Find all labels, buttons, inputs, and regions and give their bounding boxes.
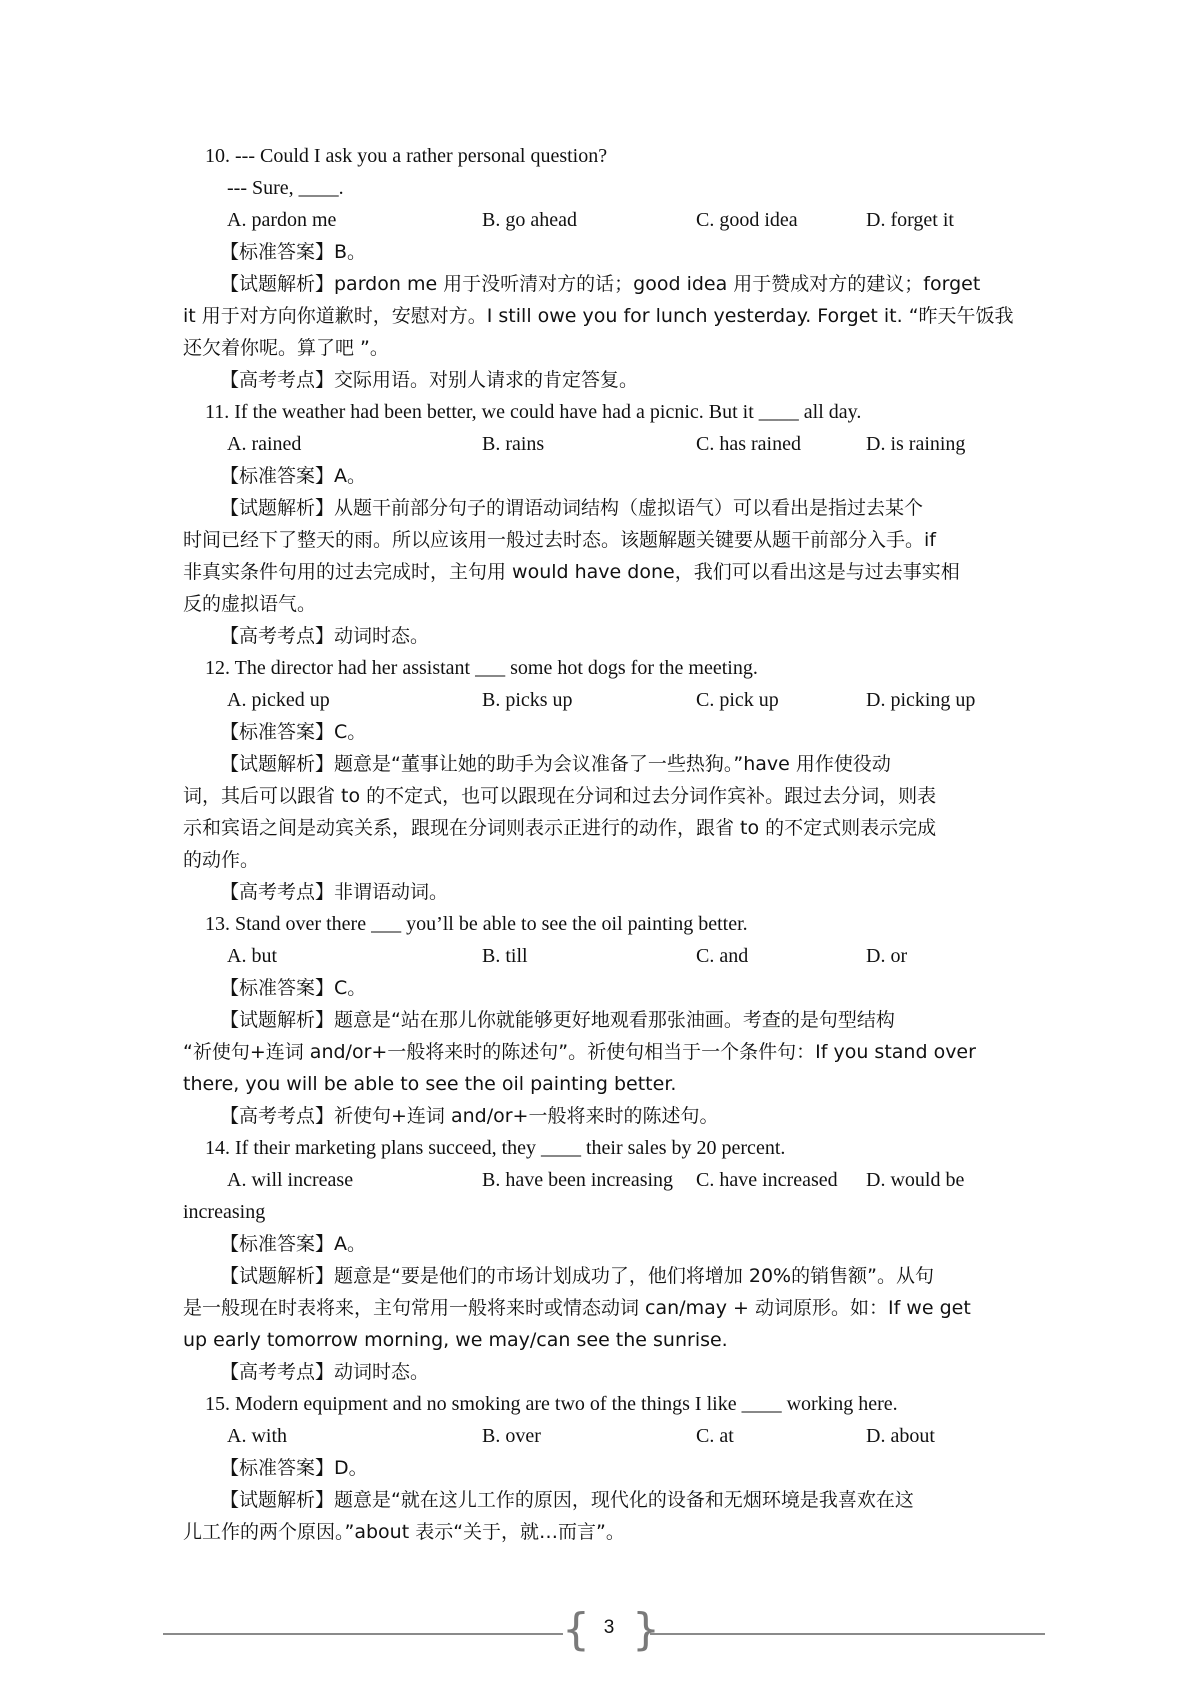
question-stem: 12. The director had her assistant ___ some hot dogs for the meeting. bbox=[205, 657, 758, 679]
answer-analysis-line: there, you will be able to see the oil painting better. bbox=[183, 1073, 677, 1095]
question-stem: 15. Modern equipment and no smoking are two of the things I like ____ working here. bbox=[205, 1393, 898, 1415]
answer-analysis-line: 【试题解析】题意是“要是他们的市场计划成功了，他们将增加 20%的销售额”。从句 bbox=[220, 1265, 934, 1287]
answer-analysis-line: 词，其后可以跟省 to 的不定式，也可以跟现在分词和过去分词作宾补。跟过去分词，则表 bbox=[183, 785, 937, 807]
page-footer bbox=[0, 1605, 1200, 1655]
answer-option: D. about bbox=[866, 1425, 935, 1447]
answer-analysis-line: 示和宾语之间是动宾关系，跟现在分词则表示正进行的动作，跟省 to 的不定式则表示完成 bbox=[183, 817, 937, 839]
answer-analysis-line: 时间已经下了整天的雨。所以应该用一般过去时态。该题解题关键要从题干前部分入手。if bbox=[183, 529, 936, 551]
answer-option: B. till bbox=[482, 945, 528, 967]
exam-point: 【高考考点】动词时态。 bbox=[220, 1361, 430, 1383]
standard-answer: 【标准答案】C。 bbox=[220, 977, 367, 999]
footer-rule-right bbox=[650, 1633, 1045, 1635]
answer-option: B. picks up bbox=[482, 689, 573, 711]
answer-option: C. pick up bbox=[696, 689, 779, 711]
answer-analysis-line: it 用于对方向你道歉时，安慰对方。I still owe you for lunch yesterday. Forget it. “昨天午饭我 bbox=[183, 305, 1014, 327]
answer-option: B. rains bbox=[482, 433, 545, 455]
answer-analysis-line: 【试题解析】pardon me 用于没听清对方的话；good idea 用于赞成对方的建议；forget bbox=[220, 273, 981, 295]
answer-analysis-line: “祈使句+连词 and/or+一般将来时的陈述句”。祈使句相当于一个条件句：If you stand over bbox=[183, 1041, 976, 1063]
left-brace-icon: { bbox=[562, 1604, 590, 1655]
exam-point: 【高考考点】交际用语。对别人请求的肯定答复。 bbox=[220, 369, 639, 391]
answer-analysis-line: up early tomorrow morning, we may/can see the sunrise. bbox=[183, 1329, 728, 1351]
answer-analysis-line: 反的虚拟语气。 bbox=[183, 593, 317, 615]
answer-analysis-line: 的动作。 bbox=[183, 849, 260, 871]
question-stem: 14. If their marketing plans succeed, they ____ their sales by 20 percent. bbox=[205, 1137, 786, 1159]
standard-answer: 【标准答案】C。 bbox=[220, 721, 367, 743]
answer-option: A. but bbox=[227, 945, 277, 967]
question-stem-reply: --- Sure, ____. bbox=[227, 177, 344, 199]
answer-option: C. have increased bbox=[696, 1169, 838, 1191]
standard-answer: 【标准答案】B。 bbox=[220, 241, 367, 263]
answer-analysis-line: 【试题解析】题意是“就在这儿工作的原因，现代化的设备和无烟环境是我喜欢在这 bbox=[220, 1489, 914, 1511]
answer-analysis-line: 儿工作的两个原因。”about 表示“关于，就…而言”。 bbox=[183, 1521, 625, 1543]
answer-option: A. pardon me bbox=[227, 209, 337, 231]
right-brace-icon: } bbox=[632, 1604, 660, 1655]
answer-option: B. over bbox=[482, 1425, 541, 1447]
answer-option: C. good idea bbox=[696, 209, 798, 231]
standard-answer: 【标准答案】D。 bbox=[220, 1457, 368, 1479]
answer-option: C. at bbox=[696, 1425, 734, 1447]
answer-analysis-line: 【试题解析】题意是“董事让她的助手为会议准备了一些热狗。”have 用作使役动 bbox=[220, 753, 891, 775]
exam-point: 【高考考点】动词时态。 bbox=[220, 625, 430, 647]
answer-option: D. or bbox=[866, 945, 908, 967]
question-stem: 11. If the weather had been better, we could have had a picnic. But it ____ all day. bbox=[205, 401, 862, 423]
answer-option: D. would be bbox=[866, 1169, 965, 1191]
page-number: 3 bbox=[603, 1617, 615, 1638]
standard-answer: 【标准答案】A。 bbox=[220, 1233, 366, 1255]
answer-analysis-line: 【试题解析】从题干前部分句子的谓语动词结构（虚拟语气）可以看出是指过去某个 bbox=[220, 497, 924, 519]
answer-option: A. picked up bbox=[227, 689, 330, 711]
answer-option: C. has rained bbox=[696, 433, 801, 455]
answer-option: D. is raining bbox=[866, 433, 966, 455]
answer-option: A. will increase bbox=[227, 1169, 354, 1191]
answer-option: D. forget it bbox=[866, 209, 954, 231]
answer-analysis-line: 还欠着你呢。算了吧 ”。 bbox=[183, 337, 389, 359]
answer-analysis-line: 【试题解析】题意是“站在那儿你就能够更好地观看那张油画。考查的是句型结构 bbox=[220, 1009, 895, 1031]
standard-answer: 【标准答案】A。 bbox=[220, 465, 366, 487]
answer-option: C. and bbox=[696, 945, 749, 967]
question-stem: 10. --- Could I ask you a rather personal question? bbox=[205, 145, 608, 167]
answer-option: B. have been increasing bbox=[482, 1169, 674, 1191]
footer-rule-left bbox=[163, 1633, 563, 1635]
answer-analysis-line: 非真实条件句用的过去完成时，主句用 would have done，我们可以看出这是与过去事实相 bbox=[183, 561, 960, 583]
answer-option: B. go ahead bbox=[482, 209, 577, 231]
answer-option: D. picking up bbox=[866, 689, 976, 711]
question-stem: 13. Stand over there ___ you’ll be able to see the oil painting better. bbox=[205, 913, 748, 935]
exam-point: 【高考考点】非谓语动词。 bbox=[220, 881, 449, 903]
answer-option: A. with bbox=[227, 1425, 287, 1447]
answer-analysis-line: 是一般现在时表将来，主句常用一般将来时或情态动词 can/may + 动词原形。如：If we get bbox=[183, 1297, 971, 1319]
answer-option-continuation: increasing bbox=[183, 1201, 266, 1223]
exam-point: 【高考考点】祈使句+连词 and/or+一般将来时的陈述句。 bbox=[220, 1105, 719, 1127]
answer-option: A. rained bbox=[227, 433, 302, 455]
